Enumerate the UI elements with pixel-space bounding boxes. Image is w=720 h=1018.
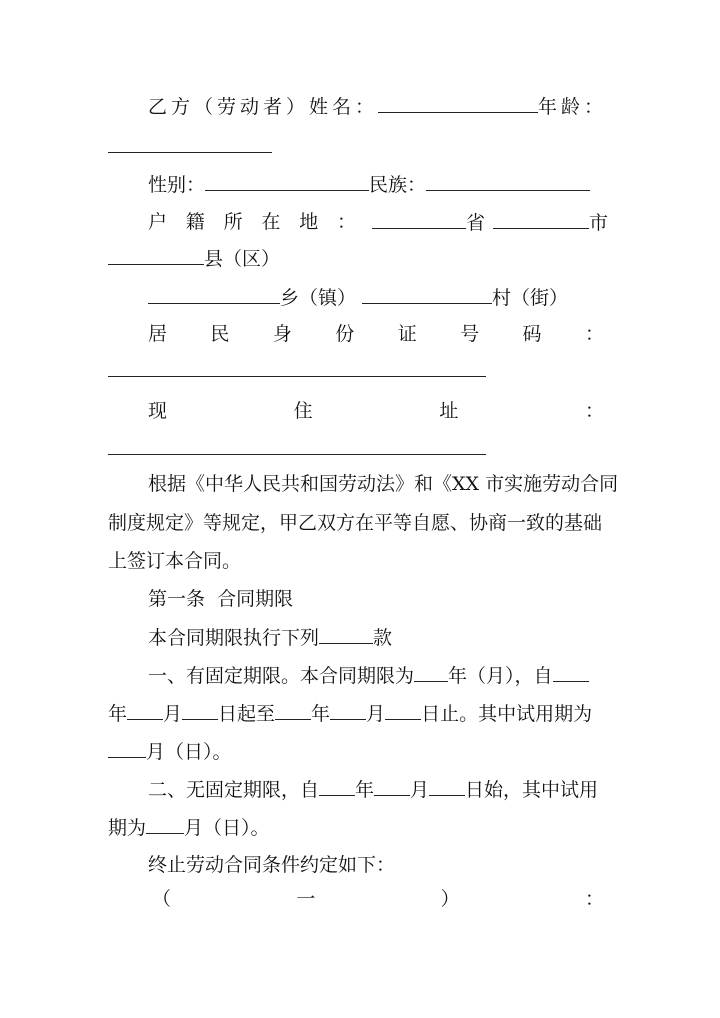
open-trial-blank[interactable] <box>146 815 184 834</box>
fixed-term-line-1 <box>148 663 589 688</box>
city-blank[interactable] <box>493 210 589 229</box>
county-label: 县（区） <box>204 248 281 270</box>
township-blank[interactable] <box>148 285 280 304</box>
start-day-blank[interactable] <box>182 701 218 720</box>
end-year-blank[interactable] <box>275 701 311 720</box>
month-label: 月 <box>410 779 430 801</box>
preamble-line-3: 上签订本合同。 <box>108 550 242 572</box>
residence-char: ： <box>336 211 356 233</box>
open-day-blank[interactable] <box>429 777 465 796</box>
village-label: 村（街） <box>492 287 569 309</box>
address-char: 址 <box>439 400 459 422</box>
id-char: 份 <box>335 323 355 345</box>
year-label: 年 <box>311 703 331 725</box>
item-char: 一 <box>296 888 316 910</box>
from-label: ，自 <box>514 665 553 687</box>
month-label: 月 <box>163 703 183 725</box>
gender-ethnicity-line <box>148 172 590 197</box>
termination-heading: 终止劳动合同条件约定如下： <box>148 854 396 876</box>
open-lead: 二、无固定期限，自 <box>148 779 320 801</box>
month-day-label: 月（日）。 <box>146 741 232 763</box>
id-char: ： <box>584 323 604 345</box>
fixed-term-line-2 <box>108 701 592 726</box>
address-char: 现 <box>148 400 168 422</box>
open-start-label: 日始，其中试用 <box>465 779 599 801</box>
item-char: ） <box>440 888 460 910</box>
address-char: ： <box>584 400 604 422</box>
id-char: 证 <box>397 323 417 345</box>
year-month-label: 年（月） <box>448 665 515 687</box>
end-day-blank[interactable] <box>385 701 421 720</box>
kuan-label: 款 <box>373 627 393 649</box>
end-month-blank[interactable] <box>330 701 366 720</box>
residence-char: 所 <box>223 211 243 233</box>
article-1-intro: 本合同期限执行下列 <box>148 627 320 649</box>
open-month-blank[interactable] <box>374 777 410 796</box>
gender-blank[interactable] <box>205 172 369 191</box>
day-to-label: 日止。其中试用期为 <box>421 703 593 725</box>
residence-char: 籍 <box>185 211 205 233</box>
open-term-line-2 <box>108 815 270 840</box>
province-label: 省 <box>466 212 486 234</box>
preamble-line-2: 制度规定》等规定，甲乙双方在平等自愿、协商一致的基础 <box>108 512 603 534</box>
ethnicity-label: 民族： <box>369 174 427 196</box>
township-label: 乡（镇） <box>280 287 357 309</box>
city-label: 市 <box>589 212 609 234</box>
village-blank[interactable] <box>362 285 492 304</box>
address-char: 住 <box>293 400 313 422</box>
id-char: 民 <box>210 323 230 345</box>
address-blank[interactable] <box>108 454 486 455</box>
party-b-name-line <box>148 94 607 119</box>
day-from-label: 日起至 <box>218 703 276 725</box>
trial-period-blank[interactable] <box>108 739 146 758</box>
fixed-term-line-3 <box>108 739 232 764</box>
open-term-line-1 <box>148 777 598 802</box>
party-b-intro: 乙方（劳动者）姓名： <box>148 96 379 118</box>
start-year-blank[interactable] <box>553 663 589 682</box>
residence-char: 地 <box>299 211 319 233</box>
county-line <box>108 246 280 271</box>
item-char: （ <box>152 888 172 910</box>
county-blank[interactable] <box>108 246 204 265</box>
open-year-blank[interactable] <box>319 777 355 796</box>
ethnicity-blank[interactable] <box>426 172 590 191</box>
open-trial-lead: 期为 <box>108 817 147 839</box>
preamble-line-1: 根据《中华人民共和国劳动法》和《XX 市实施劳动合同 <box>148 473 619 495</box>
year-label: 年 <box>108 703 128 725</box>
residence-char: 在 <box>261 211 281 233</box>
province-blank[interactable] <box>372 210 466 229</box>
gender-label: 性别： <box>148 174 206 196</box>
township-village-line <box>148 285 568 310</box>
residence-label <box>148 210 356 234</box>
id-char: 居 <box>148 323 168 345</box>
termination-item-1 <box>152 887 604 911</box>
term-length-blank[interactable] <box>414 663 448 682</box>
start-month-blank[interactable] <box>127 701 163 720</box>
article-1-intro-line <box>148 625 392 650</box>
name-blank[interactable] <box>378 94 538 113</box>
id-number-blank[interactable] <box>108 376 486 377</box>
item-char: ： <box>584 888 604 910</box>
address-label <box>148 399 604 423</box>
id-char: 号 <box>460 323 480 345</box>
id-char: 码 <box>522 323 542 345</box>
clause-blank[interactable] <box>319 625 373 644</box>
article-1-heading: 第一条 合同期限 <box>148 588 294 610</box>
open-month-day-label: 月（日）。 <box>184 817 270 839</box>
age-blank[interactable] <box>108 152 272 153</box>
id-number-label <box>148 322 604 346</box>
month-label: 月 <box>366 703 386 725</box>
fixed-lead: 一、有固定期限。本合同期限为 <box>148 665 415 687</box>
province-city-line <box>372 210 608 235</box>
id-char: 身 <box>272 323 292 345</box>
age-label: 年龄： <box>538 96 608 118</box>
residence-char: 户 <box>148 211 168 233</box>
year-label: 年 <box>355 779 375 801</box>
